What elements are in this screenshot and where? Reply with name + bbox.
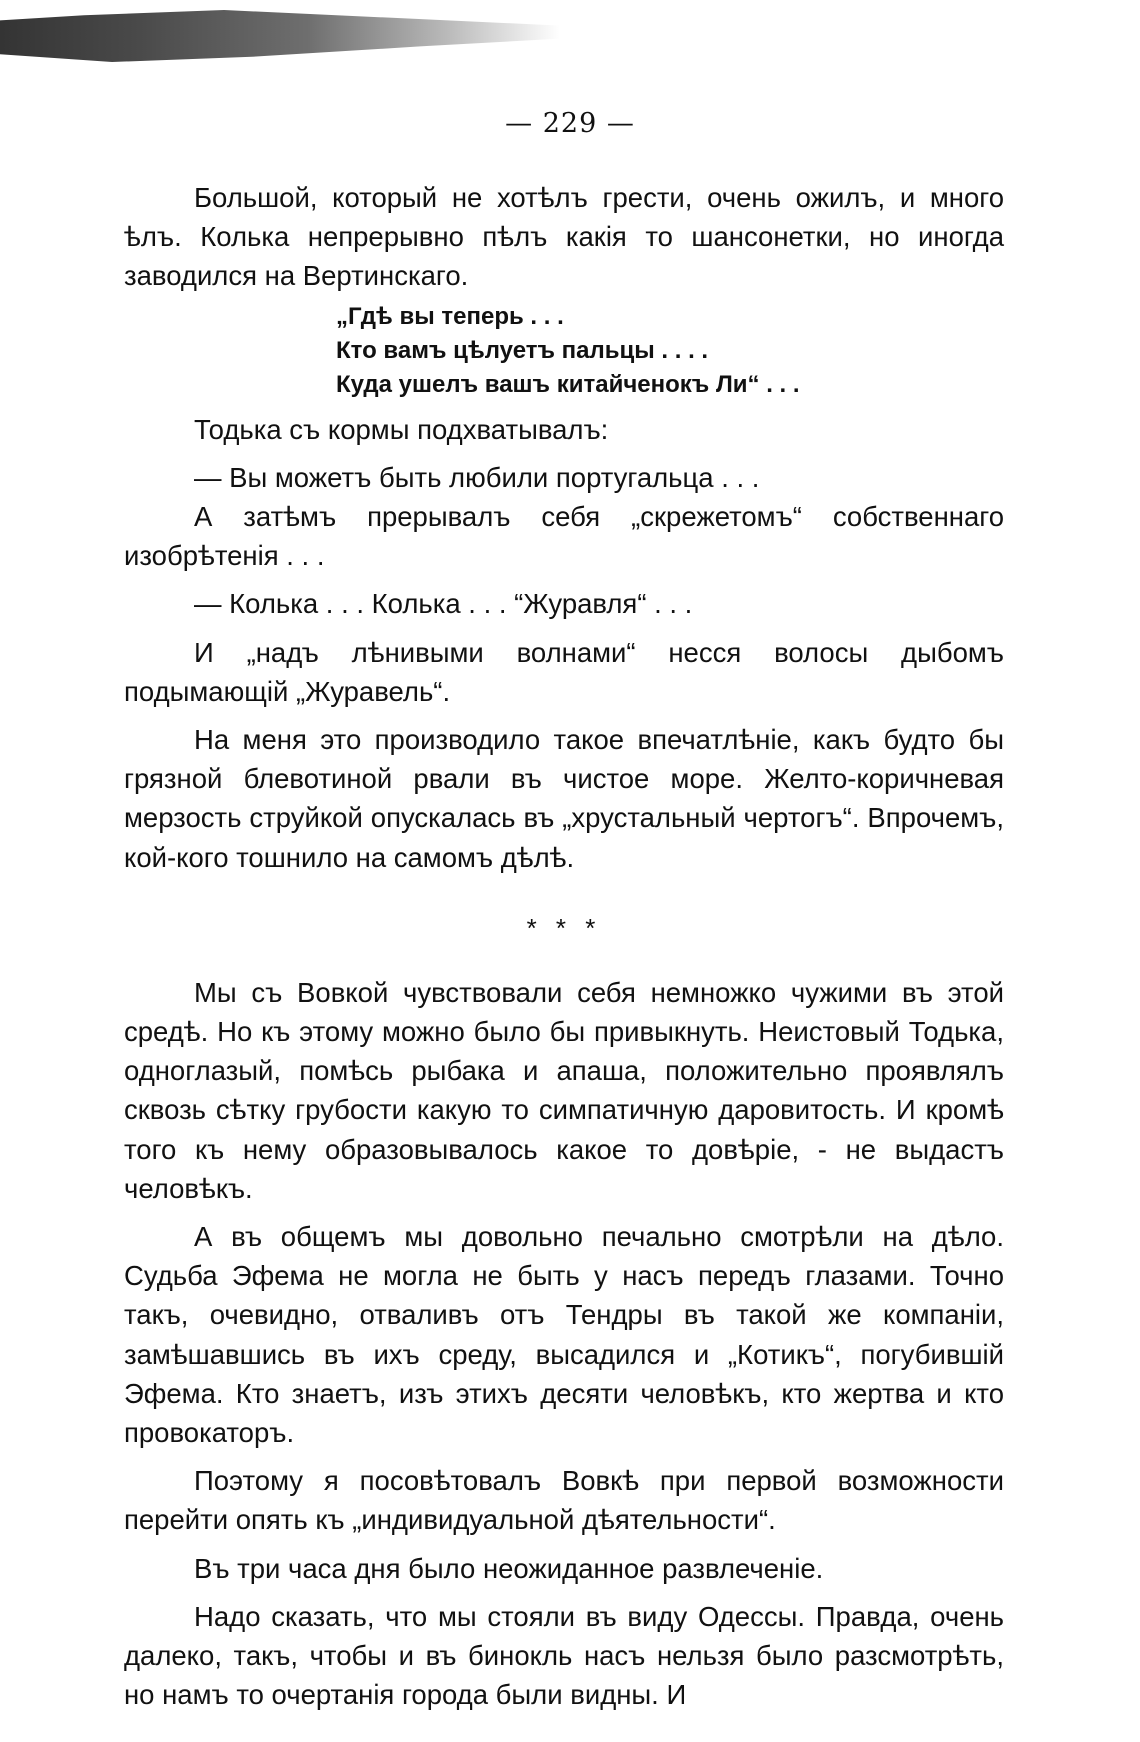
paragraph: Большой, который не хотѣлъ грести, очень ожилъ, и много ѣлъ. Колька непрерывно пѣлъ какія то шансонетки, но иногда заводился на Вертинскаго. — [124, 182, 1004, 292]
page-number: — 229 — — [505, 108, 635, 139]
paragraph: Тодька съ кормы подхватывалъ: — [194, 413, 609, 445]
song-line: „Гдѣ вы теперь . . . — [336, 302, 564, 330]
paragraph: Въ три часа дня было неожиданное развлеченіе. — [194, 1552, 824, 1584]
dialogue-line: — Колька . . . Колька . . . “Журавля“ . . . — [194, 588, 693, 620]
song-line: Куда ушелъ вашъ китайченокъ Ли“ . . . — [336, 370, 800, 398]
dialogue-line: — Вы можетъ быть любили португальца . . . — [194, 461, 760, 493]
scan-edge-shadow — [0, 10, 560, 62]
paragraph: На меня это производило такое впечатлѣніе, какъ будто бы грязной блевотиной рвали въ чистое море. Желто-коричневая мерзость струйкой опускалась въ „хрустальный чертогъ“. Впрочемъ, кой-кого тошнило на самомъ дѣлѣ. — [124, 724, 1004, 873]
paragraph: А въ общемъ мы довольно печально смотрѣли на дѣло. Судьба Эфема не могла не быть у насъ передъ глазами. Точно такъ, очевидно, отваливъ отъ Тендры въ такой же компаніи, замѣшавшись въ ихъ среду, высадился и „Котикъ“, погубившій Эфема. Кто знаетъ, изъ этихъ десяти человѣкъ, кто жертва и кто провокаторъ. — [124, 1221, 1004, 1449]
section-separator: * * * — [526, 912, 602, 943]
paragraph: Поэтому я посовѣтовалъ Вовкѣ при первой возможности перейти опять къ „индивидуальной дѣятельности“. — [124, 1465, 1004, 1536]
paragraph: Надо сказать, что мы стояли въ виду Одессы. Правда, очень далеко, такъ, чтобы и въ бинокль насъ нельзя было разсмотрѣть, но намъ то очертанія города были видны. И — [124, 1600, 1004, 1711]
page-body — [124, 178, 1004, 1715]
paragraph: Мы съ Вовкой чувствовали себя немножко чужими въ этой средѣ. Но къ этому можно было бы привыкнуть. Неистовый Тодька, одноглазый, помѣсь рыбака и апаша, положительно проявлялъ сквозь сѣтку грубости какую то симпатичную даровитость. И кромѣ того къ нему образовывалось какое то довѣріе, - не выдастъ человѣкъ. — [124, 976, 1004, 1204]
quoted-song — [124, 300, 1004, 402]
paragraph: А затѣмъ прерывалъ себя „скрежетомъ“ собственнаго изобрѣтенія . . . — [124, 501, 1004, 572]
paragraph: И „надъ лѣнивыми волнами“ несся волосы дыбомъ подымающій „Журавель“. — [124, 636, 1004, 707]
song-line: Кто вамъ цѣлуетъ пальцы . . . . — [336, 336, 709, 364]
